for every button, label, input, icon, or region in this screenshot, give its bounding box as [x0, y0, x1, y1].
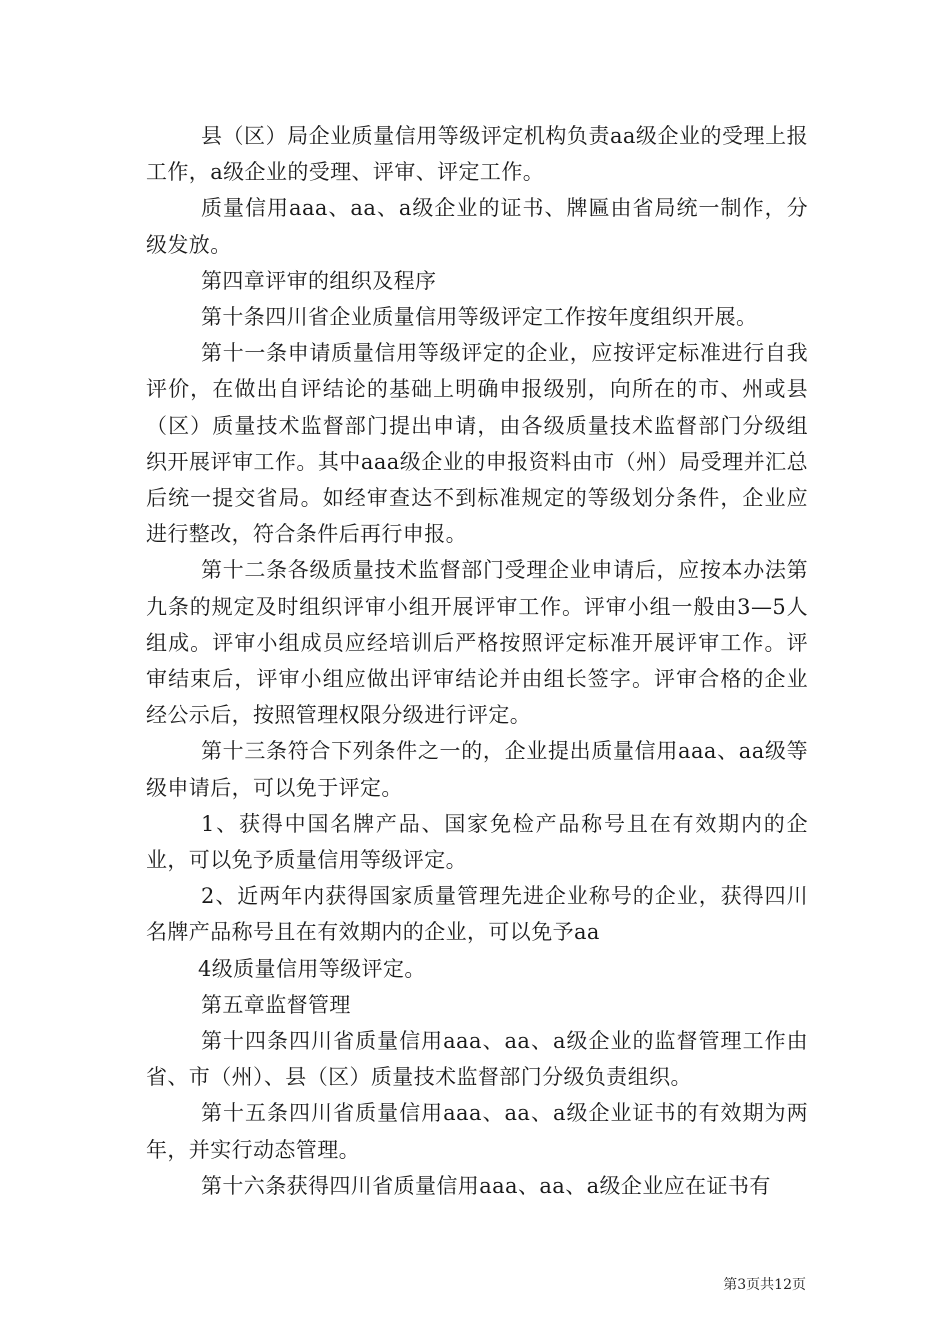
chapter-heading: 第四章评审的组织及程序 — [201, 268, 437, 293]
paragraph: 第十五条四川省质量信用aaa、aa、a级企业证书的有效期为两年，并实行动态管理。 — [146, 1101, 808, 1162]
paragraph: 县（区）局企业质量信用等级评定机构负责aa级企业的受理上报工作，a级企业的受理、评审、评定工作。 — [146, 124, 808, 185]
paragraph: 第十六条获得四川省质量信用aaa、aa、a级企业应在证书有 — [201, 1173, 771, 1198]
paragraph: 第十四条四川省质量信用aaa、aa、a级企业的监督管理工作由省、市（州）、县（区）质量技术监督部门分级负责组织。 — [146, 1029, 808, 1090]
paragraph: 第十二条各级质量技术监督部门受理企业申请后，应按本办法第九条的规定及时组织评审小组开展评审工作。评审小组一般由3—5人组成。评审小组成员应经培训后严格按照评定标准开展评审工作。评审结束后，评审小组应做出评审结论并由组长签字。评审合格的企业经公示后，按照管理权限分级进行评定。 — [146, 558, 808, 728]
paragraph: 4级质量信用等级评定。 — [198, 956, 426, 981]
paragraph: 质量信用aaa、aa、a级企业的证书、牌匾由省局统一制作，分级发放。 — [146, 196, 808, 257]
document-body — [146, 118, 808, 1204]
paragraph: 第十三条符合下列条件之一的，企业提出质量信用aaa、aa级等级申请后，可以免于评定。 — [146, 739, 808, 800]
list-item: 1、获得中国名牌产品、国家免检产品称号且在有效期内的企业，可以免予质量信用等级评定。 — [146, 811, 808, 873]
paragraph: 第十条四川省企业质量信用等级评定工作按年度组织开展。 — [201, 305, 758, 330]
page-number: 第3页共12页 — [723, 1277, 806, 1293]
chapter-heading: 第五章监督管理 — [201, 992, 351, 1017]
paragraph: 第十一条申请质量信用等级评定的企业，应按评定标准进行自我评价，在做出自评结论的基础上明确申报级别，向所在的市、州或县（区）质量技术监督部门提出申请，由各级质量技术监督部门分级组织开展评审工作。其中aaa级企业的申报资料由市（州）局受理并汇总后统一提交省局。如经审查达不到标准规定的等级划分条件，企业应进行整改，符合条件后再行申报。 — [146, 341, 808, 547]
list-item: 2、近两年内获得国家质量管理先进企业称号的企业，获得四川名牌产品称号且在有效期内的企业，可以免予aa — [146, 884, 808, 945]
